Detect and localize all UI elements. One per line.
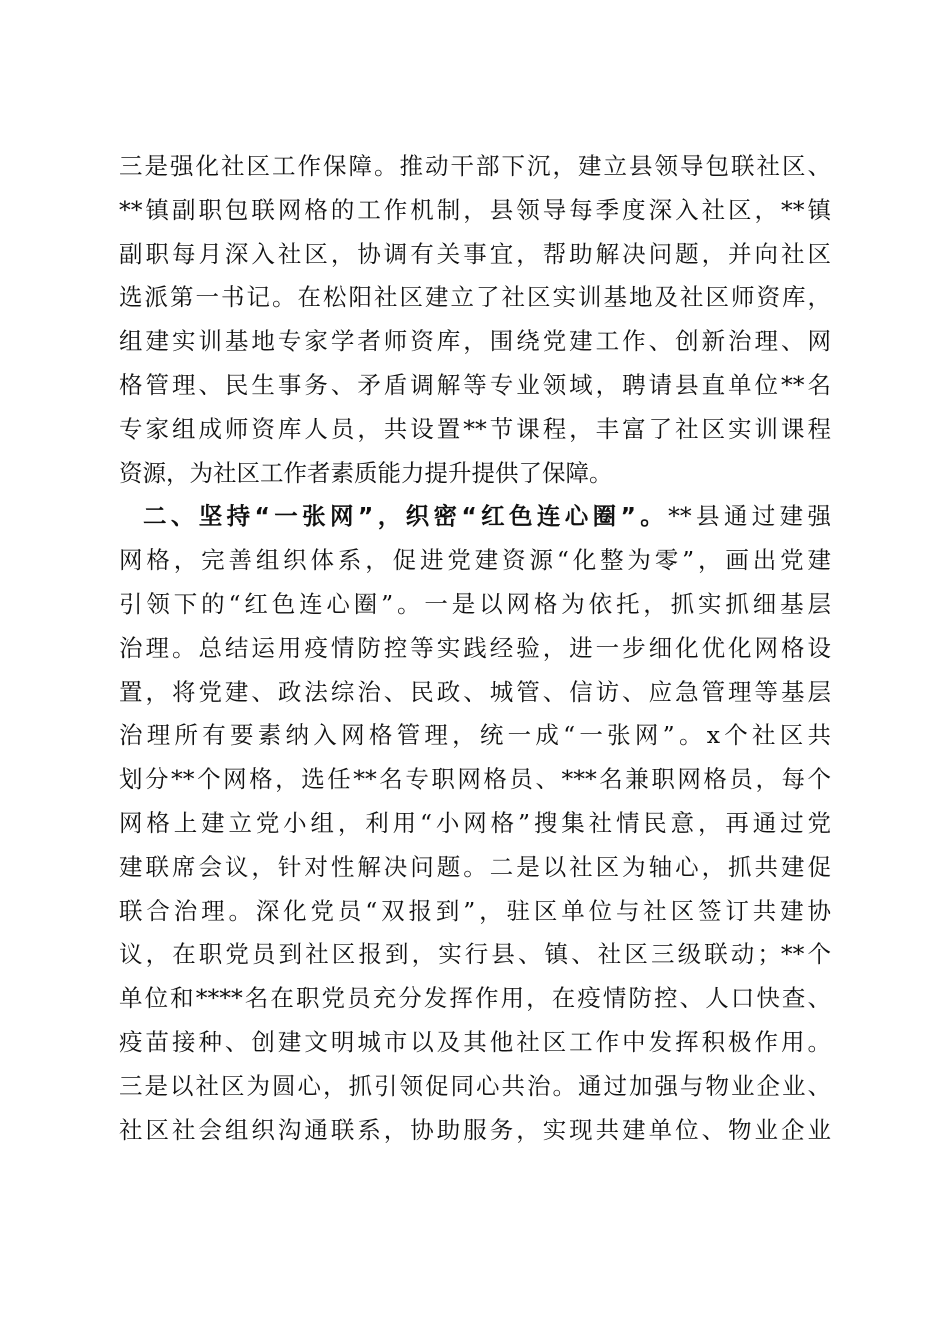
- text-line: **镇副职包联网格的工作机制，县领导每季度深入社区，**镇: [119, 195, 831, 224]
- text-line: 建联席会议，针对性解决问题。二是以社区为轴心，抓共建促: [119, 852, 831, 881]
- text-line: 议，在职党员到社区报到，实行县、镇、社区三级联动；**个: [119, 940, 831, 969]
- text-line: 单位和****名在职党员充分发挥作用，在疫情防控、人口快查、: [119, 984, 831, 1013]
- text-line: 网格，完善组织体系，促进党建资源“化整为零”，画出党建: [119, 546, 831, 575]
- text-line: 社区社会组织沟通联系，协助服务，实现共建单位、物业企业: [119, 1115, 831, 1144]
- text-line: 引领下的“红色连心圈”。一是以网格为依托，抓实抓细基层: [119, 589, 831, 618]
- section-heading: 二、坚持“一张网”，织密“红色连心圈”。: [143, 502, 669, 531]
- body-text: [119, 145, 831, 1152]
- paragraph-one-network: [119, 495, 831, 1152]
- text-line: 三是强化社区工作保障。推动干部下沉，建立县领导包联社区、: [119, 152, 831, 180]
- heading-line-rest: **县通过建强: [668, 502, 831, 531]
- text-line: 划分**个网格，选任**名专职网格员、***名兼职网格员，每个: [119, 765, 831, 794]
- paragraph-work-guarantee: [119, 145, 831, 495]
- text-line: 置，将党建、政法综治、民政、城管、信访、应急管理等基层: [119, 677, 831, 706]
- text-line: 治理所有要素纳入网格管理，统一成“一张网”。x个社区共: [119, 721, 831, 750]
- text-line: 资源，为社区工作者素质能力提升提供了保障。: [119, 458, 613, 487]
- text-line: 格管理、民生事务、矛盾调解等专业领域，聘请县直单位**名: [119, 370, 831, 399]
- text-line: 治理。总结运用疫情防控等实践经验，进一步细化优化网格设: [119, 633, 831, 662]
- text-line: 选派第一书记。在松阳社区建立了社区实训基地及社区师资库，: [119, 283, 831, 312]
- text-line: 组建实训基地专家学者师资库，围绕党建工作、创新治理、网: [119, 327, 831, 356]
- text-line: 专家组成师资库人员，共设置**节课程，丰富了社区实训课程: [119, 414, 831, 443]
- text-line: 联合治理。深化党员“双报到”，驻区单位与社区签订共建协: [119, 896, 831, 925]
- text-line: 疫苗接种、创建文明城市以及其他社区工作中发挥积极作用。: [119, 1027, 831, 1056]
- text-line: 三是以社区为圆心，抓引领促同心共治。通过加强与物业企业、: [119, 1071, 831, 1100]
- text-line: 网格上建立党小组，利用“小网格”搜集社情民意，再通过党: [119, 808, 831, 837]
- text-line: [119, 495, 831, 539]
- text-line: 副职每月深入社区，协调有关事宜，帮助解决问题，并向社区: [119, 239, 831, 268]
